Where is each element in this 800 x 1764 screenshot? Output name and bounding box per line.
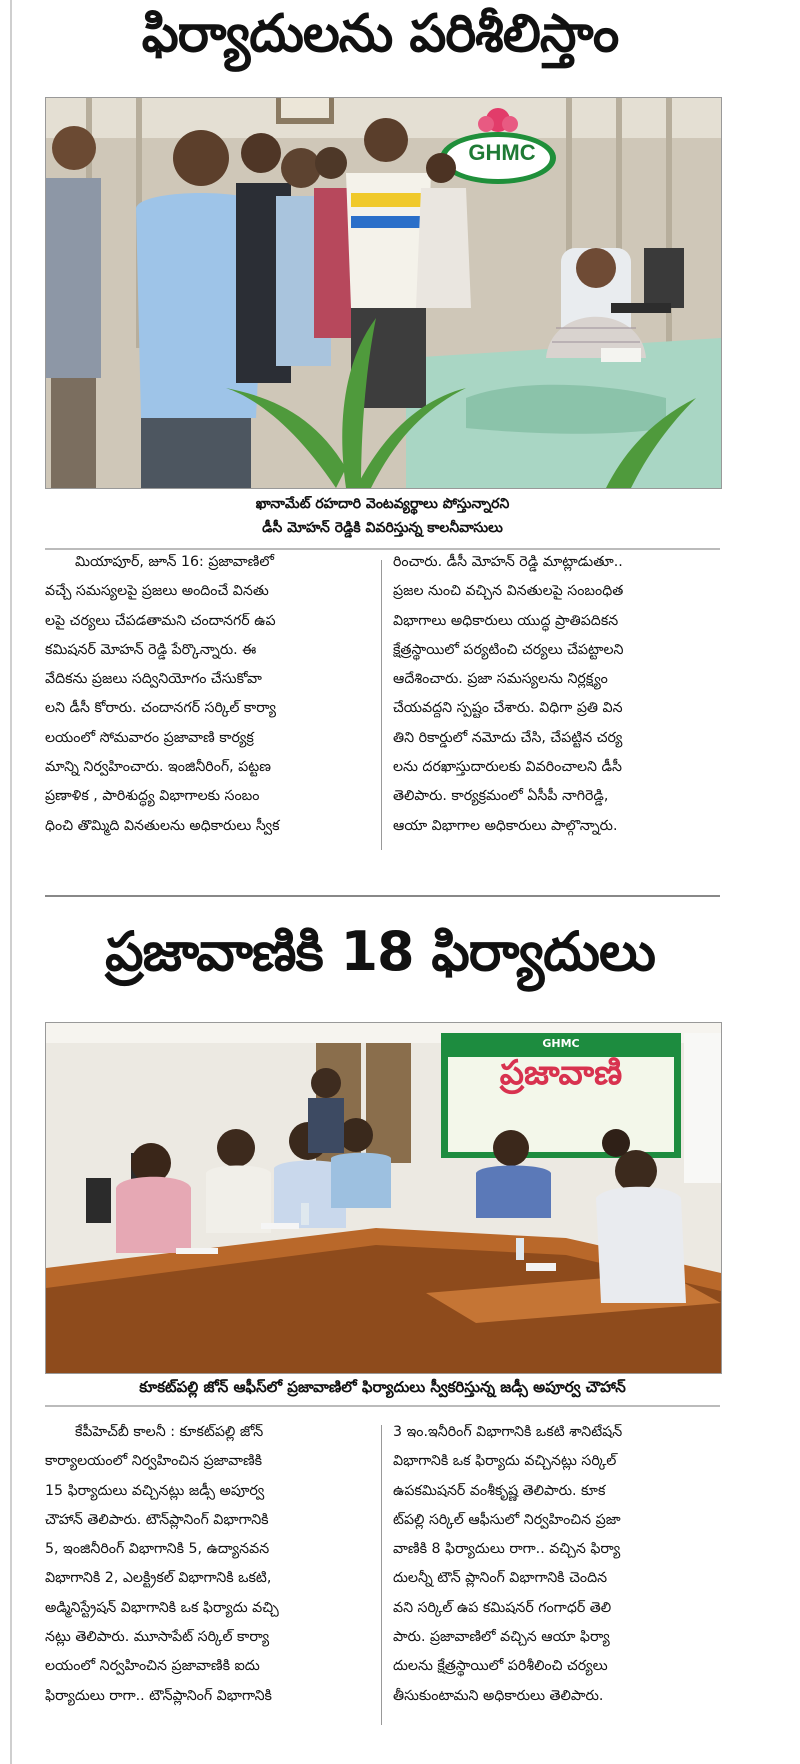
text-line: లయంలో సోమవారం ప్రజావాణి కార్యక్ర <box>45 729 254 746</box>
text-line: పారు. ప్రజావాణిలో వచ్చిన ఆయా ఫిర్యా <box>393 1629 610 1646</box>
story1-photo <box>45 97 722 489</box>
prajavani-banner-title: ప్రజావాణి <box>499 1053 623 1093</box>
column-divider <box>381 560 382 850</box>
text-line: కేపీహెచ్‌బీ కాలనీ : కూకట్‌పల్లి జోన్ <box>75 1424 264 1440</box>
page-margin-rule <box>10 0 12 1764</box>
story2-column-1 <box>45 1418 370 1711</box>
text-line: విభాగానికి ఒక ఫిర్యాదు వచ్చినట్లు సర్కిల్ <box>393 1453 617 1470</box>
column-divider <box>381 1425 382 1725</box>
story2-photo-caption: కూకట్‌పల్లి జోన్ ఆఫీస్‌లో ప్రజావాణిలో ఫిర్యాదులు స్వీకరిస్తున్న జడ్సీ అపూర్వ చౌహాన్ <box>139 1378 626 1396</box>
text-line: చేయవద్దని స్పష్టం చేశారు. విధిగా ప్రతి విన <box>393 700 623 717</box>
story1-column-2 <box>393 548 721 841</box>
text-line: విభాగాలు అధికారులు యుద్ధ ప్రాతిపదికన <box>393 612 619 629</box>
text-line: ఫిర్యాదులు రాగా.. టౌన్‌ప్లానింగ్ విభాగానికి <box>45 1687 272 1704</box>
text-line: దులను క్షేత్రస్థాయిలో పరిశీలించి చర్యలు <box>393 1658 608 1675</box>
text-line: ప్రజల నుంచి వచ్చిన వినతులపై సంబంధిత <box>393 583 624 600</box>
text-line: 3 ఇం.ఇనీరింగ్ విభాగానికి ఒకటి శానిటేషన్ <box>393 1424 623 1440</box>
text-line: లని డీసీ కోరారు. చందానగర్ సర్కిల్ కార్యా <box>45 700 277 717</box>
text-line: తెలిపారు. కార్యక్రమంలో ఏసీపీ నాగిరెడ్డి, <box>393 788 609 805</box>
text-line: క్షేత్రస్థాయిలో పర్యటించి చర్యలు చేపట్టాలని <box>393 641 624 658</box>
text-line: లపై చర్యలు చేపడతామని చందానగర్ ఉప <box>45 612 276 629</box>
text-line: వచ్చే సమస్యలపై ప్రజలు అందించే వినతు <box>45 583 269 600</box>
story1-photo-caption <box>45 492 720 540</box>
caption-line-1: ఖానామేట్ రహదారి వెంటవ్యర్థాలు పోస్తున్నారని <box>255 496 510 512</box>
story2-headline: ప్రజావాణికి 18 ఫిర్యాదులు <box>105 920 655 983</box>
story2-column-2 <box>393 1418 721 1711</box>
text-line: లను దరఖాస్తుదారులకు వివరించాలని డీసీ <box>393 759 622 776</box>
text-line: మియాపూర్, జూన్ 16: ప్రజావాణిలో <box>75 554 274 570</box>
text-line: కార్యాలయంలో నిర్వహించిన ప్రజావాణికి <box>45 1453 263 1470</box>
text-line: తీసుకుంటామని అధికారులు తెలిపారు. <box>393 1687 604 1704</box>
text-line: వాణికి 8 ఫిర్యాదులు రాగా.. వచ్చిన ఫిర్యా <box>393 1541 621 1558</box>
text-line: ఆదేశించారు. ప్రజా సమస్యలను నిర్లక్ష్యం <box>393 671 608 688</box>
ghmc-sign-text: GHMC <box>468 140 536 165</box>
banner-ghmc-logo: GHMC <box>542 1037 580 1050</box>
text-line: లయంలో నిర్వహించిన ప్రజావాణికి ఐదు <box>45 1658 260 1675</box>
text-line: చౌహాన్ తెలిపారు. టౌన్‌ప్లానింగ్ విభాగానికి <box>45 1511 269 1528</box>
text-line: 15 ఫిర్యాదులు వచ్చినట్లు జడ్సీ అపూర్వ <box>45 1482 265 1499</box>
text-line: రించారు. డీసీ మోహన్ రెడ్డి మాట్లాడుతూ.. <box>393 554 623 570</box>
text-line: 5, ఇంజినీరింగ్ విభాగానికి 5, ఉద్యానవన <box>45 1541 270 1558</box>
text-line: ధించి తొమ్మిది వినతులను అధికారులు స్వీక <box>45 817 280 834</box>
story2-photo <box>45 1022 722 1374</box>
text-line: కమిషనర్ మోహన్ రెడ్డి పేర్కొన్నారు. ఈ <box>45 641 257 658</box>
text-line: అడ్మినిస్ట్రేషన్ విభాగానికి ఒక ఫిర్యాదు వచ్చి <box>45 1599 279 1616</box>
text-line: మాన్ని నిర్వహించారు. ఇంజినీరింగ్, పట్టణ <box>45 759 271 776</box>
text-line: విభాగానికి 2, ఎలక్ట్రికల్ విభాగానికి ఒకటి, <box>45 1570 272 1587</box>
text-line: వేదికను ప్రజలు సద్వినియోగం చేసుకోవా <box>45 671 262 688</box>
text-line: వని సర్కిల్ ఉప కమిషనర్ గంగాధర్ తెలి <box>393 1599 612 1616</box>
text-line: నట్లు తెలిపారు. మూసాపేట్ సర్కిల్ కార్యా <box>45 1629 270 1646</box>
caption-line-2: డీసీ మోహన్ రెడ్డికి వివరిస్తున్న కాలనీవాసులు <box>262 520 503 536</box>
text-line: ఉపకమిషనర్ వంశీకృష్ణ తెలిపారు. కూక <box>393 1482 606 1499</box>
story-separator <box>45 895 720 897</box>
text-line: ప్రణాళిక , పారిశుద్ధ్య విభాగాలకు సంబం <box>45 788 260 805</box>
story1-column-1 <box>45 548 370 841</box>
text-line: ట్‌పల్లి సర్కిల్ ఆఫీసులో నిర్వహించిన ప్రజా <box>393 1511 621 1528</box>
caption-rule <box>45 1405 720 1407</box>
text-line: ఆయా విభాగాల అధికారులు పాల్గొన్నారు. <box>393 817 618 834</box>
story1-headline: ఫిర్యాదులను పరిశీలిస్తాం <box>141 4 619 64</box>
text-line: తిని రికార్డులో నమోదు చేసి, చేపట్టిన చర్య <box>393 729 623 746</box>
text-line: దులన్నీ టౌన్ ప్లానింగ్ విభాగానికి చెందిన <box>393 1570 608 1587</box>
